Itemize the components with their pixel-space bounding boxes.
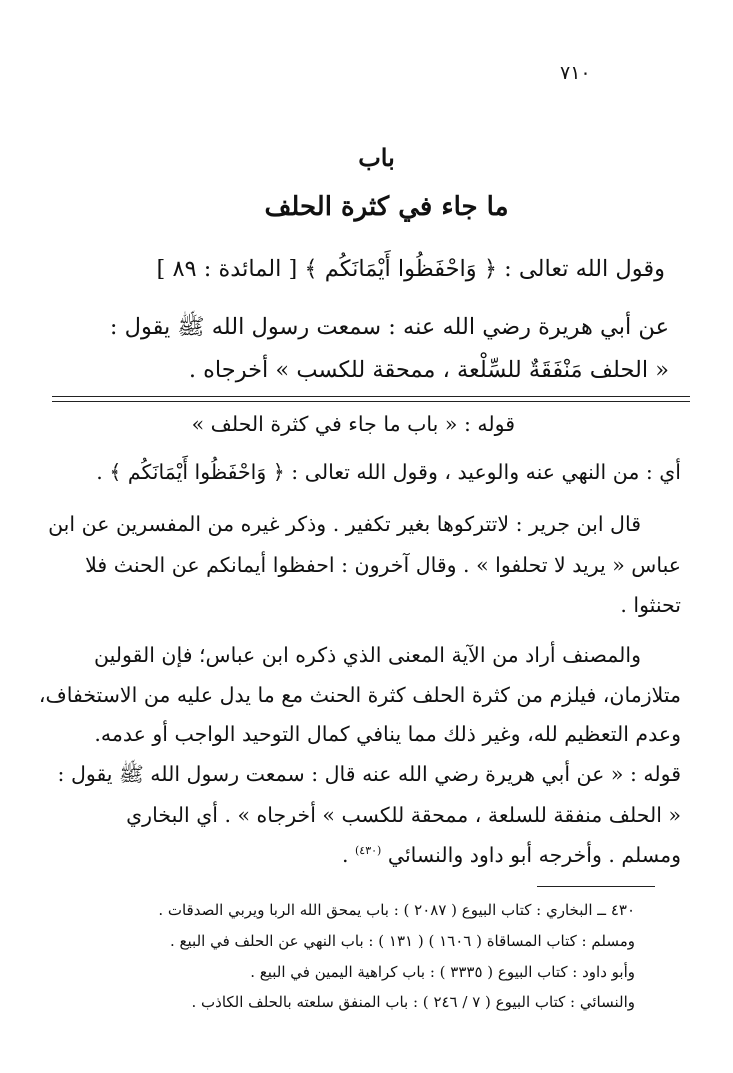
commentary-text: ومسلم . وأخرجه أبو داود والنسائي: [387, 843, 681, 867]
commentary-line: قوله : « عن أبي هريرة رضي الله عنه قال : سمعت رسول الله ﷺ يقول :: [57, 762, 681, 786]
footnote-line: ومسلم : كتاب المساقاة ( ١٦٠٦ ) ( ١٣١ ) : باب النهي عن الحلف في البيع .: [170, 932, 635, 950]
commentary-line: قال ابن جرير : لاتتركوها بغير تكفير . وذكر غيره من المفسرين عن ابن: [48, 512, 641, 536]
chapter-label: باب: [358, 143, 395, 172]
separator-rule-bottom: [52, 401, 690, 402]
commentary-period: .: [341, 843, 349, 867]
main-text-line-3: « الحلف مَنْفَقَةٌ للسِّلْعة ، ممحقة للكسب » أخرجاه .: [188, 357, 669, 383]
commentary-line: أي : من النهي عنه والوعيد ، وقول الله تعالى : ﴿ وَاحْفَظُوا أَيْمَانَكُم ﴾ .: [96, 460, 681, 484]
commentary-line: وعدم التعظيم لله، وغير ذلك مما ينافي كمال التوحيد الواجب أو عدمه.: [94, 722, 681, 746]
footnote-line: والنسائي : كتاب البيوع ( ٧ / ٢٤٦ ) : باب المنفق سلعته بالحلف الكاذب .: [191, 993, 635, 1011]
footnote-line: ٤٣٠ ــ البخاري : كتاب البيوع ( ٢٠٨٧ ) : باب يمحق الله الربا ويربي الصدقات .: [158, 901, 635, 919]
footnote-reference: (٤٣٠): [355, 844, 382, 858]
main-text-line-2: عن أبي هريرة رضي الله عنه : سمعت رسول الله ﷺ يقول :: [109, 314, 669, 340]
commentary-heading: قوله : « باب ما جاء في كثرة الحلف »: [191, 412, 515, 436]
commentary-line: [342, 843, 681, 867]
commentary-line: عباس « يريد لا تحلفوا » . وقال آخرون : احفظوا أيمانكم عن الحنث فلا: [85, 553, 681, 577]
commentary-line: متلازمان، فيلزم من كثرة الحلف كثرة الحنث مع ما يدل عليه من الاستخفاف،: [38, 683, 681, 707]
chapter-title: ما جاء في كثرة الحلف: [264, 192, 509, 222]
commentary-line: والمصنف أراد من الآية المعنى الذي ذكره ابن عباس؛ فإن القولين: [93, 643, 641, 667]
separator-rule-top: [52, 396, 690, 397]
footnote-rule: [537, 886, 655, 887]
footnote-line: وأبو داود : كتاب البيوع ( ٣٣٣٥ ) : باب كراهية اليمين في البيع .: [250, 963, 635, 981]
page-number: ٧١٠: [560, 62, 591, 84]
main-text-line-1: وقول الله تعالى : ﴿ وَاحْفَظُوا أَيْمَانَكُم ﴾ [ المائدة : ٨٩ ]: [156, 256, 665, 282]
commentary-line: تحنثوا .: [620, 593, 681, 617]
commentary-line: « الحلف منفقة للسلعة ، ممحقة للكسب » أخرجاه » . أي البخاري: [126, 803, 681, 827]
